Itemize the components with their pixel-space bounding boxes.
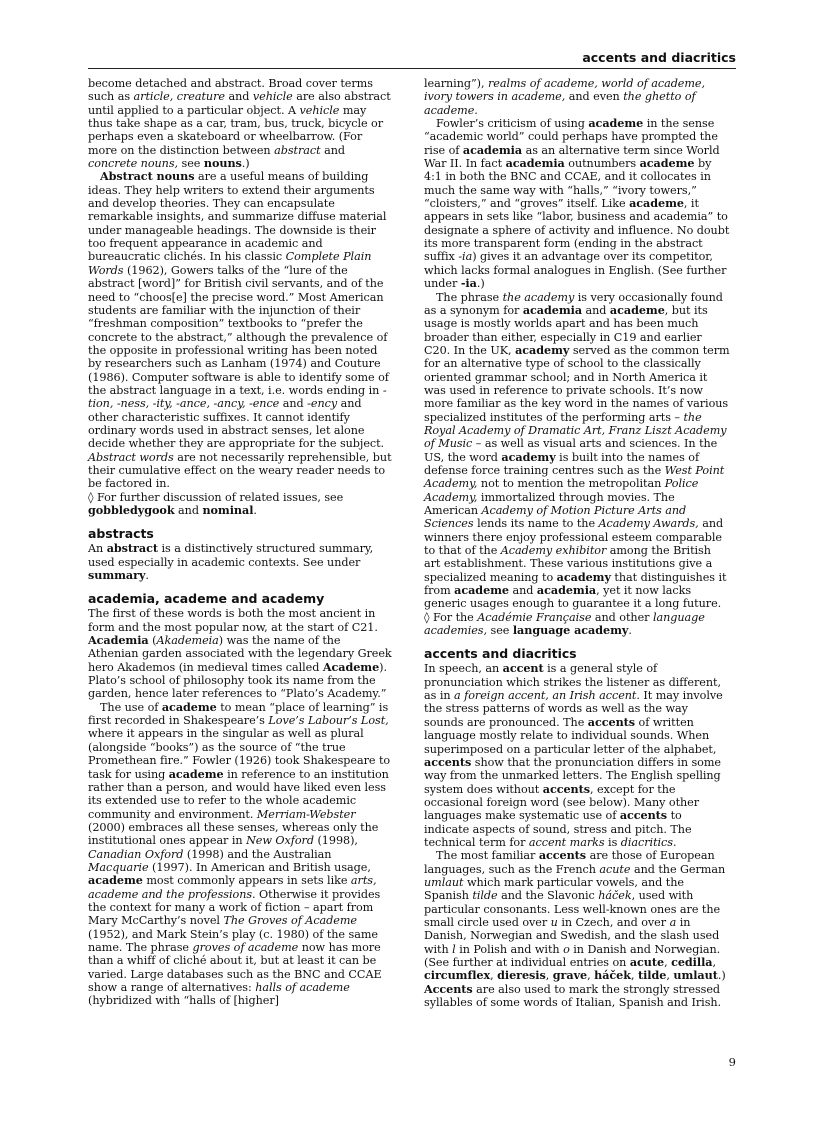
headword-academia: academia, academe and academy xyxy=(88,591,325,607)
paragraph: Fowler’s criticism of using academe in the sense “academic world” could perhaps have prompted the rise of academia as an alternative term since World War II. In fact academia outnumbers academe by 4:1 in both the BNC and CCAE, and it collocates in much the same way with “halls,” “ivory towers,” “cloisters,” and “groves” itself. Like academe, it appears in sets like “labor, business and academia” to designate a sphere of activity and influence. No doubt its more transparent form (ending in the abstract suffix -ia) gives it an advantage over its competitor, which lacks formal analogues in English. (See further under -ia.) xyxy=(424,116,730,291)
left-column xyxy=(88,77,394,1008)
paragraph: become detached and abstract. Broad cover terms such as article, creature and vehicle are also abstract until applied to a particular object. A vehicle may thus take shape as a car, tram, bus, truck, bicycle or perhaps even a skateboard or wheelbarrow. (For more on the distinction between abstract and concrete nouns, see nouns.) xyxy=(88,77,391,171)
right-column xyxy=(424,77,730,1009)
paragraph: In speech, an accent is a general style of pronunciation which strikes the listener as different, as in a foreign accent, an Irish accent. It may involve the stress patterns of words as well as the way sounds are pronounced. The accents of written language mostly relate to individual sounds. When superimposed on a particular letter of the alphabet, accents show that the pronunciation differs in some way from the unmarked letters. The English spelling system does without accents, except for the occasional foreign word (see below). Many other languages make systematic use of accents to indicate aspects of sound, stress and pitch. The technical term for accent marks is diacritics. xyxy=(424,661,723,849)
paragraph: learning”), realms of academe, world of academe, ivory towers in academe, and even the ghetto of academe. xyxy=(424,77,706,117)
paragraph: Abstract nouns are a useful means of building ideas. They help writers to extend their arguments and develop theories. They can encapsulate remarkable insights, and summarize diffuse material under manageable headings. The downside is their too frequent appearance in academic and bureaucratic clichés. In his classic Complete Plain Words (1962), Gowers talks of the “lure of the abstract [word]” for British civil servants, and of the need to “choos[e] the precise word.” Most American students are familiar with the injunction of their “freshman composition” textbooks to “prefer the concrete to the abstract,” although the prevalence of the opposite in professional writing has been noted by researchers such as Lanham (1974) and Couture (1986). Computer software is able to identify some of the abstract language in a text, i.e. words ending in -tion, -ness, -ity, -ance, -ancy, -ence and -ency and other characteristic suffixes. It cannot identify ordinary words used in abstract senses, let alone decide whether they are appropriate for the subject. Abstract words are not necessarily reprehensible, but their cumulative effect on the weary reader needs to be factored in. xyxy=(88,169,392,491)
page-number: 9 xyxy=(728,1055,736,1069)
paragraph: The most familiar accents are those of European languages, such as the French acute and the German umlaut which mark particular vowels, and the Spanish tilde and the Slavonic háček, used with particular consonants. Less well-known ones are the small circle used over u in Czech, and over a in Danish, Norwegian and Swedish, and the slash used with l in Polish and with o in Danish and Norwegian. (See further at individual entries on acute, cedilla, circumflex, dieresis, grave, háček, tilde, umlaut.) Accents are also used to mark the strongly stressed syllables of some words of Italian, Spanish and Irish. xyxy=(424,848,726,1010)
paragraph: An abstract is a distinctively structured summary, used especially in academic contexts. See under summary. xyxy=(88,541,374,583)
headword-accents: accents and diacritics xyxy=(424,646,577,662)
cross-reference: ◊ For further discussion of related issues, see gobbledygook and nominal. xyxy=(88,490,344,517)
paragraph: The phrase the academy is very occasionally found as a synonym for academia and academe, but its usage is mostly worlds apart and has been much broader than either, especially in C19 and earlier C20. In the UK, academy served as the common term for an alternative type of school to the classically oriented grammar school; and in North America it was used in reference to private schools. It’s now more familiar as the key word in the names of various specialized institutes of the performing arts – the Royal Academy of Dramatic Art, Franz Liszt Academy of Music – as well as visual arts and sciences. In the US, the word academy is built into the names of defense force training centres such as the West Point Academy, not to mention the metropolitan Police Academy, immortalized through movies. The American Academy of Motion Picture Arts and Sciences lends its name to the Academy Awards, and winners there enjoy professional esteem comparable to that of the Academy exhibitor among the British art establishment. These various institutions give a specialized meaning to academy that distinguishes it from academe and academia, yet it now lacks generic usages enough to guarantee it a long future. xyxy=(424,290,730,611)
headword-abstracts: abstracts xyxy=(88,526,154,542)
paragraph: The first of these words is both the most ancient in form and the most popular now, at the start of C21. Academia (Akademeia) was the name of the Athenian garden associated with the legendary Greek hero Akademos (in medieval times called Academe). Plato’s school of philosophy took its name from the garden, hence later references to “Plato’s Academy.” xyxy=(88,607,392,701)
running-head: accents and diacritics xyxy=(88,50,736,69)
paragraph: The use of academe to mean “place of learning” is first recorded in Shakespeare’s Love’s Labour’s Lost, where it appears in the singular as well as plural (alongside “books”) as the source of “the true Promethean fire.” Fowler (1926) took Shakespeare to task for using academe in reference to an institution rather than a person, and would have liked even less its extended use to refer to the whole academic community and environment. Merriam-Webster (2000) embraces all these senses, whereas only the institutional ones appear in New Oxford (1998), Canadian Oxford (1998) and the Australian Macquarie (1997). In American and British usage, academe most commonly appears in sets like arts, academe and the professions. Otherwise it provides the context for many a work of fiction – apart from Mary McCarthy’s novel The Groves of Academe (1952), and Mark Stein’s play (c. 1980) of the same name. The phrase groves of academe now has more than a whiff of cliché about it, but at least it can be varied. Large databases such as the BNC and CCAE show a range of alternatives: halls of academe (hybridized with “halls of [higher] xyxy=(88,699,391,1008)
cross-reference: ◊ For the Académie Française and other language academies, see language academy. xyxy=(424,610,705,638)
